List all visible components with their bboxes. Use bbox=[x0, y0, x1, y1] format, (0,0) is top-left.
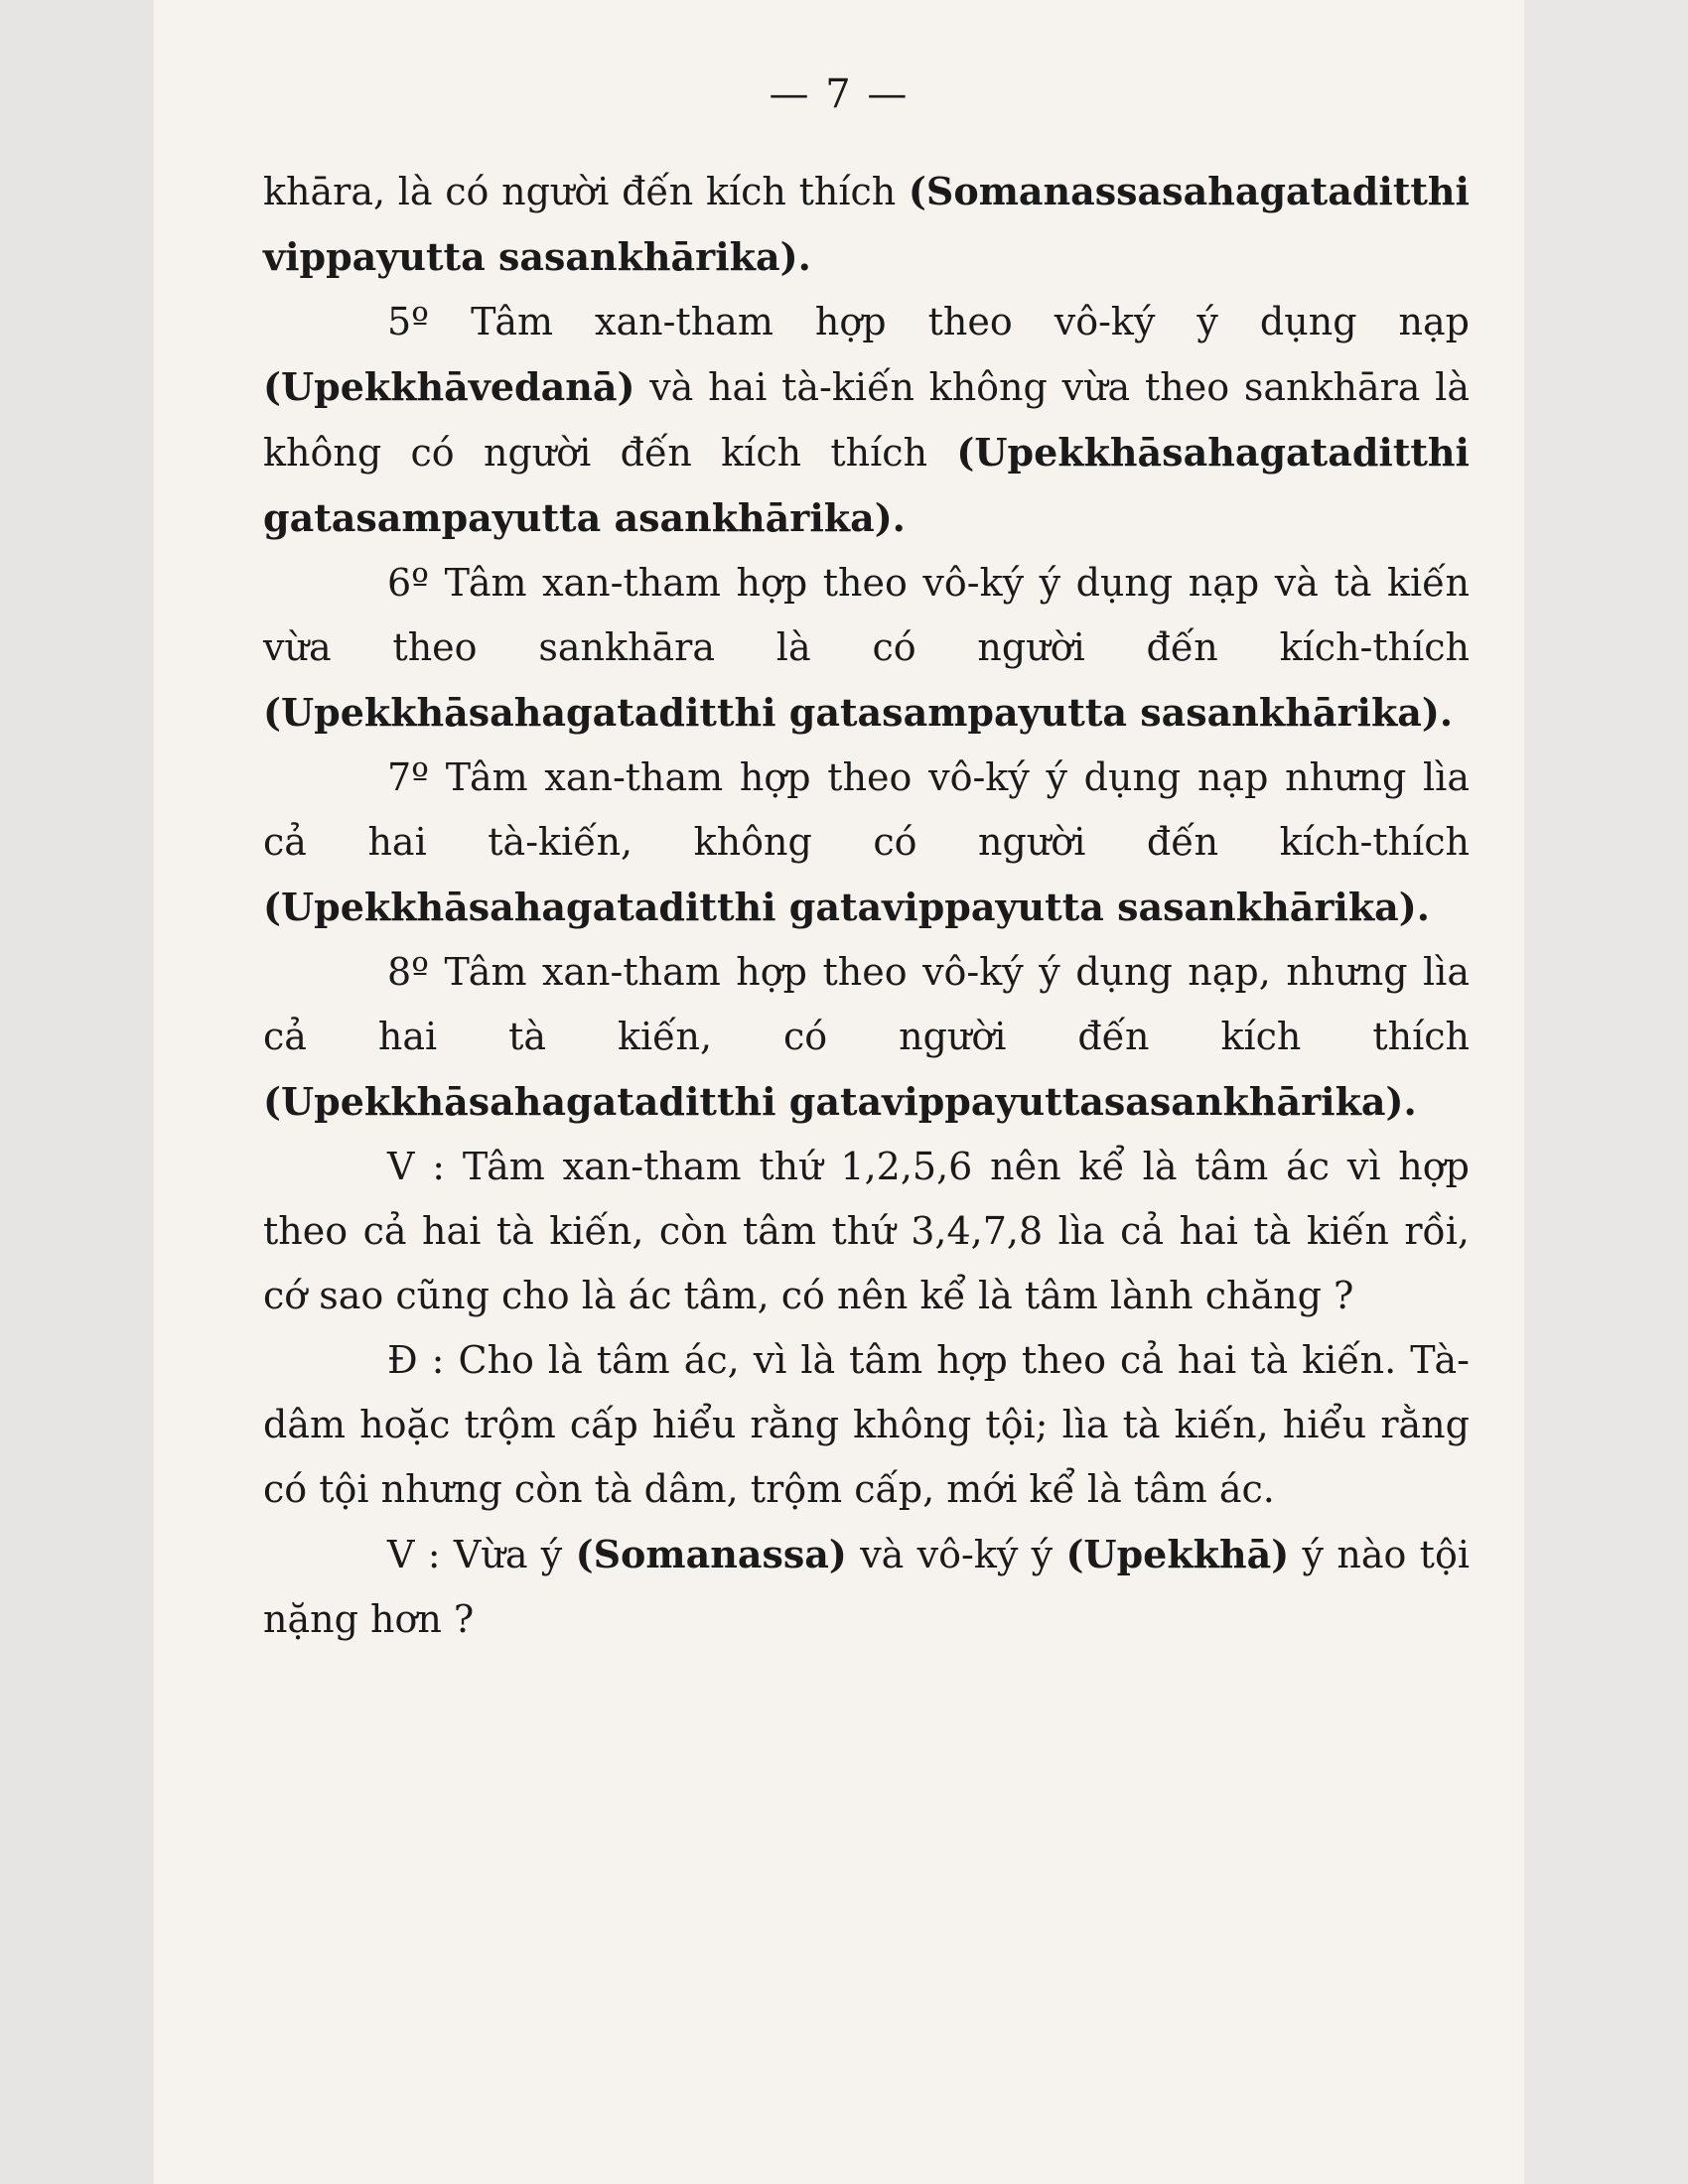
paragraph-item-5 bbox=[263, 290, 1470, 551]
paragraph-item-6 bbox=[263, 551, 1470, 746]
paragraph-continuation bbox=[263, 159, 1470, 290]
pali-term: (Upekkhāsahagataditthi gatavippayutta sasankhārika). bbox=[263, 885, 1430, 929]
scan-right-margin bbox=[1524, 0, 1688, 2184]
paragraph-text: và hai tà-kiến không vừa theo sankhāra là không có người đến kích thích bbox=[263, 365, 1470, 475]
pali-term: (Somanassasahagataditthi vippayutta sasankhārika). bbox=[263, 169, 1470, 279]
paragraph-question-2 bbox=[263, 1522, 1470, 1652]
paragraph-item-8 bbox=[263, 940, 1470, 1135]
paragraph-text: và vô-ký ý bbox=[846, 1533, 1066, 1576]
pali-term: (Upekkhāsahagataditthi gatasampayutta sasankhārika). bbox=[263, 690, 1454, 735]
page-number: — 7 — bbox=[769, 71, 910, 117]
paragraph-text: 8º Tâm xan-tham hợp theo vô-ký ý dụng nạp, nhưng lìa cả hai tà kiến, có người đến kích thích bbox=[263, 950, 1470, 1058]
paragraph-text: 7º Tâm xan-tham hợp theo vô-ký ý dụng nạp nhưng lìa cả hai tà-kiến, không có người đến kích-thích bbox=[263, 755, 1470, 864]
book-page bbox=[154, 0, 1524, 2184]
paragraph-answer: Đ : Cho là tâm ác, vì là tâm hợp theo cả hai tà kiến. Tà-dâm hoặc trộm cấp hiểu rằng không tội; lìa tà kiến, hiểu rằng có tội nhưng còn tà dâm, trộm cấp, mới kể là tâm ác. bbox=[263, 1338, 1470, 1511]
pali-term: (Upekkhāsahagataditthi gatavippayuttasasankhārika). bbox=[263, 1079, 1417, 1124]
paragraph-text: 6º Tâm xan-tham hợp theo vô-ký ý dụng nạp và tà kiến vừa theo sankhāra là có người đến kích-thích bbox=[263, 561, 1470, 669]
pali-term: (Somanassa) bbox=[575, 1532, 847, 1576]
paragraph-item-7 bbox=[263, 746, 1470, 940]
paragraph-text: V : Vừa ý bbox=[387, 1533, 576, 1576]
paragraph-question: V : Tâm xan-tham thứ 1,2,5,6 nên kể là tâm ác vì hợp theo cả hai tà kiến, còn tâm thứ 3,4,7,8 lìa cả hai tà kiến rồi, cớ sao cũng cho là ác tâm, có nên kể là tâm lành chăng ? bbox=[263, 1145, 1470, 1317]
pali-term: (Upekkhā) bbox=[1065, 1532, 1290, 1576]
scan-left-margin bbox=[0, 0, 154, 2184]
page-text bbox=[263, 159, 1470, 1652]
pali-term: (Upekkhāsahagataditthi gatasampayutta asankhārika). bbox=[263, 430, 1470, 540]
paragraph-text: 5º Tâm xan-tham hợp theo vô-ký ý dụng nạp bbox=[387, 300, 1470, 343]
paragraph-text: ý nào tội nặng hơn ? bbox=[263, 1533, 1470, 1641]
paragraph-text: khāra, là có người đến kích thích bbox=[263, 170, 909, 213]
pali-term: (Upekkhāvedanā) bbox=[263, 364, 635, 409]
